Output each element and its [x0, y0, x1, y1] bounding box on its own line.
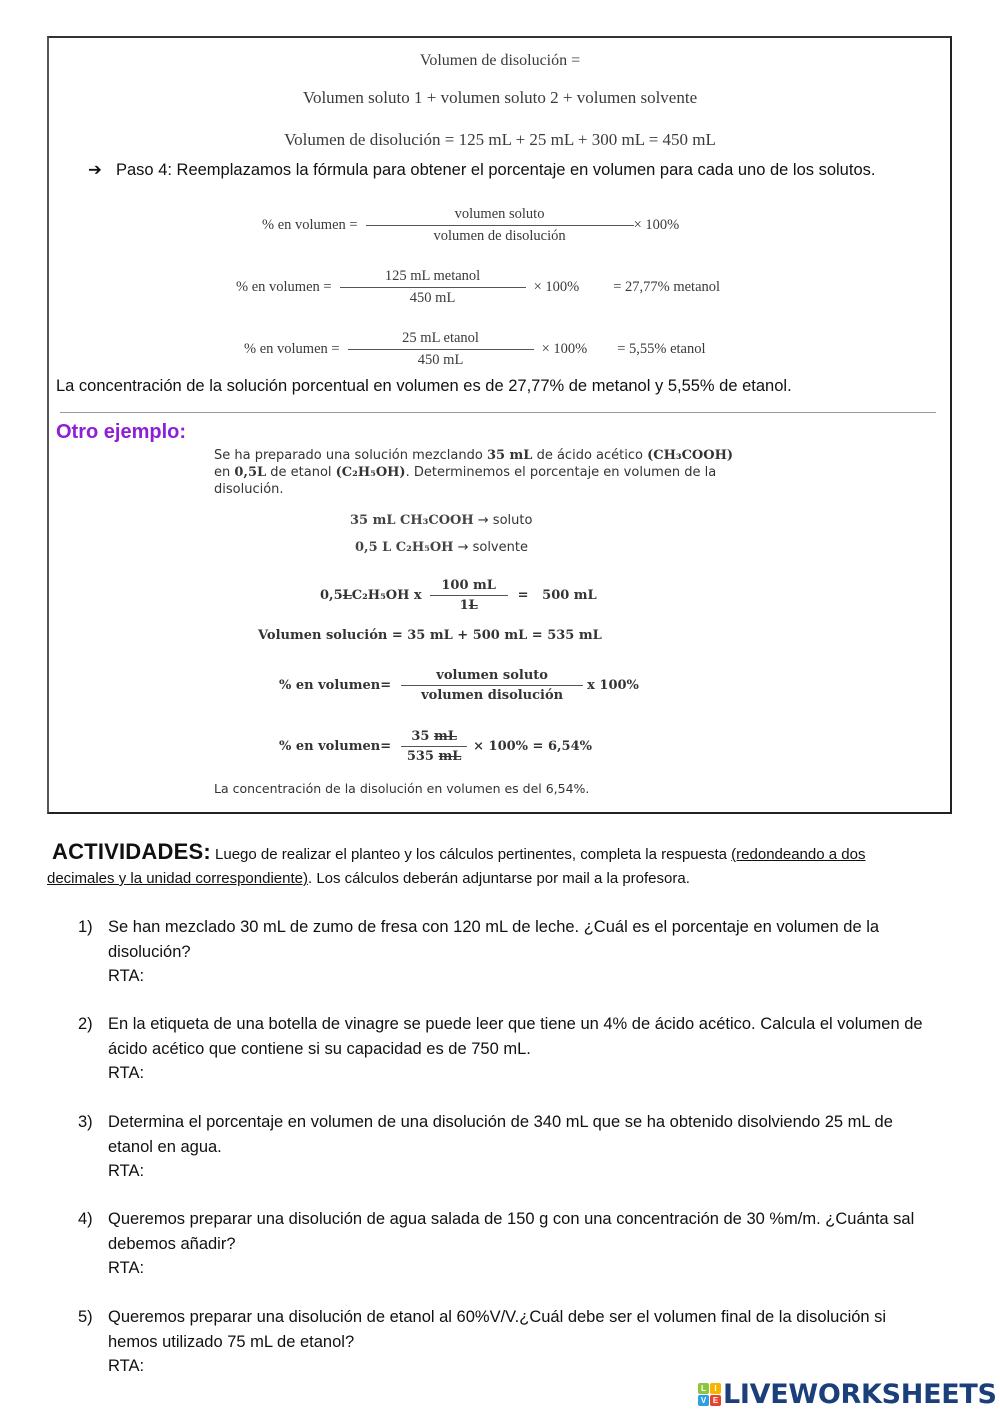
fraction: $\frac{100 mL}{1L}$ — [430, 578, 508, 613]
formula-total: Volumen de disolución = 125 mL + 25 mL + 300 mL = 450 mL — [284, 130, 716, 149]
numerator: volumen soluto — [454, 206, 545, 222]
equation-lhs: % en volumen = — [236, 279, 332, 295]
answer-field[interactable]: RTA: — [108, 1357, 145, 1375]
denominator: 450 mL — [340, 287, 526, 307]
multiplier: × 100% — [533, 279, 580, 295]
formula-sum: Volumen soluto 1 + volumen soluto 2 + volumen solvente — [302, 88, 698, 107]
otro-ejemplo-heading: Otro ejemplo: — [56, 421, 187, 443]
step-4 — [88, 160, 918, 181]
question-5: 5) Queremos preparar una disolución de etanol al 60%V/V.¿Cuál debe ser el volumen final de la disolución si hemos utilizado 75 mL de etanol? RTA: — [78, 1305, 938, 1379]
answer-field[interactable]: RTA: — [108, 1162, 145, 1180]
question-1: 1) Se han mezclado 30 mL de zumo de fresa con 120 mL de leche. ¿Cuál es el porcentaje en volumen de la disolución? RTA: — [78, 915, 938, 989]
arrow-icon: ➔ — [88, 161, 102, 179]
unit-conversion: 0,5 L C₂H₅OH x $\frac{100 mL}{1L}$ = 500 mL — [320, 578, 597, 613]
conclusion-text: La concentración de la solución porcentual en volumen es de 27,77% de metanol y 5,55% de etanol. — [56, 377, 792, 395]
question-3: 3) Determina el porcentaje en volumen de una disolución de 340 mL que se ha obtenido disolviendo 25 mL de etanol en agua. RTA: — [78, 1110, 938, 1184]
result: = 27,77% metanol — [613, 279, 721, 295]
numerator: 25 mL etanol — [402, 330, 479, 346]
example-2-conclusion: La concentración de la disolución en volumen es del 6,54%. — [214, 781, 590, 796]
formula-title: Volumen de disolución = — [419, 52, 581, 69]
solvente-line: 0,5 L C₂H₅OH → solvente — [355, 540, 528, 555]
denominator: 450 mL — [348, 349, 534, 369]
logo-text: LIVEWORKSHEETS — [723, 1379, 997, 1410]
equation-general — [262, 206, 679, 245]
liveworksheets-logo — [698, 1379, 997, 1410]
equation-general-2: % en volumen= $\frac{\text{volumen soluto}}{\text{volumen disolución}}$ x 100% — [279, 668, 639, 703]
answer-field[interactable]: RTA: — [108, 967, 145, 985]
fraction — [340, 268, 526, 307]
live-tiles-icon: L I V E — [698, 1383, 721, 1406]
fraction — [366, 206, 634, 245]
activities-intro: ACTIVIDADES: Luego de realizar el planteo y los cálculos pertinentes, completa la respuesta (redondeando a dos decimales y la unidad correspondiente). Los cálculos deberán adjuntarse por mail a la profesora. — [47, 839, 866, 887]
soluto-line: 35 mL CH₃COOH → soluto — [350, 513, 533, 528]
fraction: $\frac{35 mL}{535 mL}$ — [401, 729, 467, 764]
answer-field[interactable]: RTA: — [108, 1064, 145, 1082]
numerator: 125 mL metanol — [384, 268, 481, 284]
denominator: volumen de disolución — [366, 225, 634, 245]
volume-total: Volumen solución = 35 mL + 500 mL = 535 mL — [258, 628, 602, 643]
example-2-statement: Se ha preparado una solución mezclando 35 mL de ácido acético (CH₃COOH) en 0,5L de etanol (C₂H₅OH). Determinemos el porcentaje en volumen de la disolución. — [214, 448, 733, 497]
fraction: $\frac{\text{volumen soluto}}{\text{volumen disolución}}$ — [401, 668, 583, 703]
step-4-text: Paso 4: Reemplazamos la fórmula para obtener el porcentaje en volumen para cada uno de los solutos. — [116, 161, 876, 179]
section-divider — [60, 412, 936, 413]
equation-etanol — [244, 330, 706, 369]
equation-result-2: % en volumen= $\frac{35 mL}{535 mL}$ × 100% = 6,54% — [279, 729, 592, 764]
multiplier: × 100% — [541, 341, 588, 357]
question-4: 4) Queremos preparar una disolución de agua salada de 150 g con una concentración de 30 %m/m. ¿Cuánta sal debemos añadir? RTA: — [78, 1207, 938, 1281]
result: = 5,55% etanol — [617, 341, 706, 357]
activities-heading: ACTIVIDADES: — [52, 839, 211, 864]
multiplier: × 100% — [633, 217, 680, 233]
answer-field[interactable]: RTA: — [108, 1259, 145, 1277]
question-2: 2) En la etiqueta de una botella de vinagre se puede leer que tiene un 4% de ácido acético. Calcula el volumen de ácido acético que contiene si su capacidad es de 750 mL. RTA: — [78, 1012, 938, 1086]
equation-metanol — [236, 268, 720, 307]
equation-lhs: % en volumen = — [262, 217, 358, 233]
equation-lhs: % en volumen = — [244, 341, 340, 357]
fraction — [348, 330, 534, 369]
